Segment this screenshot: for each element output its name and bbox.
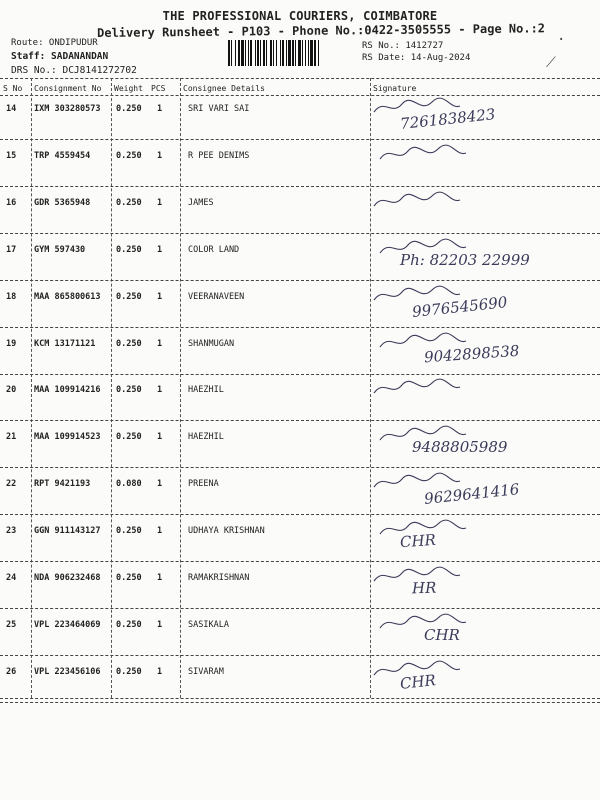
row-sno: 22 [6, 479, 17, 489]
row-pcs: 1 [157, 292, 163, 302]
row-sno: 18 [6, 292, 17, 302]
row-pcs: 1 [157, 104, 163, 114]
row-sno: 25 [6, 620, 17, 630]
row-sno: 15 [6, 151, 17, 161]
col-header-consignment: Consignment No [34, 84, 102, 93]
row-pcs: 1 [157, 667, 163, 677]
handwritten-signature: CHR [399, 530, 437, 552]
row-consignment-no: RPT 9421193 [34, 479, 91, 489]
row-consignee: SRI VARI SAI [188, 104, 250, 114]
page-title: THE PROFESSIONAL COURIERS, COIMBATORE [162, 9, 438, 23]
route-label: Route: ONDIPUDUR [11, 38, 98, 48]
row-sno: 21 [6, 432, 17, 442]
col-divider [370, 78, 371, 698]
row-weight: 0.250 [116, 432, 142, 442]
handwritten-signature: 9488805989 [412, 438, 508, 456]
signature-scribble [372, 659, 462, 681]
row-sno: 14 [6, 104, 17, 114]
signature-scribble [378, 331, 468, 353]
row-pcs: 1 [157, 432, 163, 442]
row-consignee: HAEZHIL [188, 432, 224, 442]
row-pcs: 1 [157, 620, 163, 630]
row-consignment-no: MAA 109914216 [34, 385, 101, 395]
row-consignee: JAMES [188, 198, 214, 208]
col-divider [180, 78, 181, 698]
row-consignment-no: GYM 597430 [34, 245, 86, 255]
handwritten-signature: Ph: 82203 22999 [400, 251, 530, 269]
row-separator [0, 702, 600, 703]
row-weight: 0.250 [116, 620, 142, 630]
row-weight: 0.250 [116, 245, 142, 255]
handwritten-signature: 9629641416 [423, 480, 521, 508]
row-weight: 0.080 [116, 479, 142, 489]
row-weight: 0.250 [116, 104, 142, 114]
row-consignee: SHANMUGAN [188, 339, 235, 349]
row-sno: 20 [6, 385, 17, 395]
signature-scribble [378, 612, 468, 634]
row-pcs: 1 [157, 526, 163, 536]
row-separator [0, 608, 600, 609]
row-weight: 0.250 [116, 573, 142, 583]
col-header-weight: Weight [114, 84, 143, 93]
row-separator [0, 655, 600, 656]
row-separator [0, 280, 600, 281]
row-separator [0, 514, 600, 515]
table-bottom-rule [0, 698, 600, 699]
row-consignee: RAMAKRISHNAN [188, 573, 250, 583]
handwritten-signature: CHR [399, 671, 437, 693]
row-consignment-no: VPL 223456106 [34, 667, 101, 677]
barcode [228, 40, 354, 66]
row-consignee: VEERANAVEEN [188, 292, 245, 302]
row-pcs: 1 [157, 245, 163, 255]
row-consignee: HAEZHIL [188, 385, 224, 395]
col-divider [111, 78, 112, 698]
col-header-consignee: Consignee Details [183, 84, 265, 93]
row-consignee: UDHAYA KRISHNAN [188, 526, 265, 536]
row-consignee: PREENA [188, 479, 219, 489]
row-pcs: 1 [157, 385, 163, 395]
rs-date: RS Date: 14-Aug-2024 [362, 53, 471, 63]
handwritten-signature: HR [411, 578, 437, 598]
signature-scribble [372, 190, 462, 212]
row-consignment-no: TRP 4559454 [34, 151, 91, 161]
row-separator [0, 186, 600, 187]
row-separator [0, 233, 600, 234]
row-consignment-no: NDA 906232468 [34, 573, 101, 583]
row-sno: 19 [6, 339, 17, 349]
signature-scribble [378, 518, 468, 540]
row-weight: 0.250 [116, 151, 142, 161]
row-weight: 0.250 [116, 198, 142, 208]
row-sno: 17 [6, 245, 17, 255]
row-pcs: 1 [157, 339, 163, 349]
col-header-pcs: PCS [151, 84, 166, 93]
row-separator [0, 327, 600, 328]
row-pcs: 1 [157, 479, 163, 489]
signature-scribble [372, 284, 462, 306]
row-weight: 0.250 [116, 292, 142, 302]
row-pcs: 1 [157, 573, 163, 583]
row-consignment-no: MAA 109914523 [34, 432, 101, 442]
row-sno: 26 [6, 667, 17, 677]
row-separator [0, 467, 600, 468]
row-consignee: SASIKALA [188, 620, 229, 630]
signature-scribble [372, 377, 462, 399]
staff-label: Staff: SADANANDAN [11, 51, 109, 62]
handwritten-signature: 9976545690 [411, 293, 509, 321]
row-consignment-no: IXM 303280573 [34, 104, 101, 114]
row-consignment-no: MAA 865800613 [34, 292, 101, 302]
signature-scribble [372, 96, 462, 118]
row-weight: 0.250 [116, 667, 142, 677]
row-consignment-no: VPL 223464069 [34, 620, 101, 630]
runsheet-subtitle: Delivery Runsheet - P103 - Phone No.:0422-3505555 - Page No.:2 [97, 21, 546, 40]
row-weight: 0.250 [116, 339, 142, 349]
row-weight: 0.250 [116, 526, 142, 536]
table-header-rule [0, 95, 600, 96]
table-top-rule [0, 78, 600, 79]
row-sno: 16 [6, 198, 17, 208]
col-header-signature: Signature [373, 84, 417, 93]
signature-scribble [378, 143, 468, 165]
row-separator [0, 561, 600, 562]
row-consignee: COLOR LAND [188, 245, 240, 255]
row-consignee: R PEE DENIMS [188, 151, 250, 161]
row-sno: 23 [6, 526, 17, 536]
row-separator [0, 139, 600, 140]
col-divider [31, 78, 32, 698]
row-pcs: 1 [157, 198, 163, 208]
rs-number: RS No.: 1412727 [362, 41, 444, 51]
signature-scribble [372, 471, 462, 493]
row-separator [0, 420, 600, 421]
pen-mark: · [557, 32, 566, 48]
drs-number: DRS No.: DCJ8141272702 [11, 65, 137, 76]
col-header-sno: S No [3, 84, 23, 93]
handwritten-signature: 7261838423 [399, 105, 497, 133]
row-consignment-no: KCM 13171121 [34, 339, 96, 349]
row-pcs: 1 [157, 151, 163, 161]
handwritten-signature: 9042898538 [423, 341, 520, 367]
signature-scribble [372, 565, 462, 587]
row-consignment-no: GDR 5365948 [34, 198, 91, 208]
row-sno: 24 [6, 573, 17, 583]
row-consignee: SIVARAM [188, 667, 224, 677]
row-weight: 0.250 [116, 385, 142, 395]
pen-scribble: ⟋ [546, 55, 556, 71]
row-separator [0, 374, 600, 375]
signature-scribble [378, 237, 468, 259]
signature-scribble [378, 424, 468, 446]
row-consignment-no: GGN 911143127 [34, 526, 101, 536]
handwritten-signature: CHR [424, 626, 460, 644]
